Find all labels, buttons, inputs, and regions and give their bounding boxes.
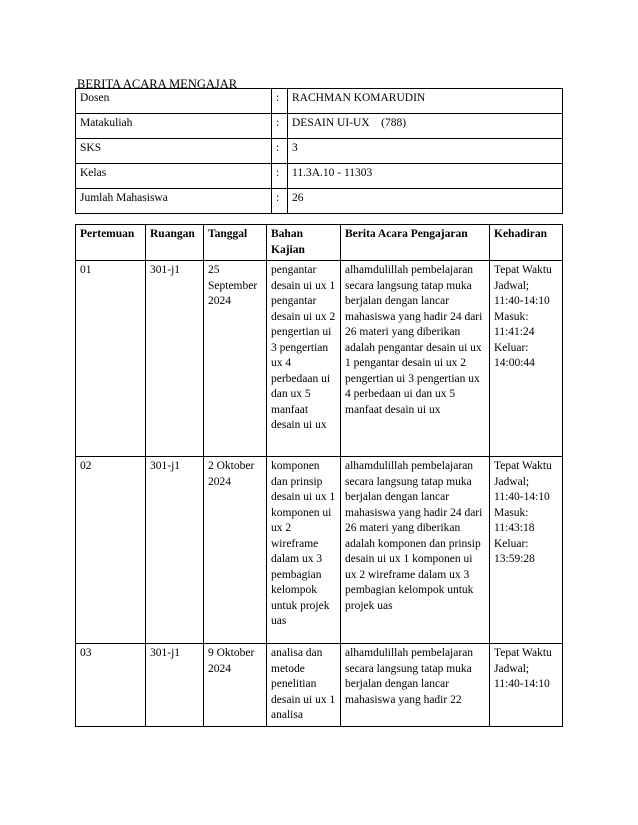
cell-berita-acara: alhamdulillah pembelajaran secara langsung tatap muka berjalan dengan lancar mahasiswa yang hadir 22 bbox=[341, 644, 490, 727]
cell-berita-acara: alhamdulillah pembelajaran secara langsung tatap muka berjalan dengan lancar mahasiswa yang hadir 24 dari 26 materi yang diberikan adalah pengantar desain ui ux 1 pengantar desain ui ux 2 pengertian ui 3 pengertian ux 4 perbedaan ui dan ux 5 manfaat desain ui ux bbox=[341, 261, 490, 457]
table-header-row bbox=[76, 225, 563, 261]
info-separator: : bbox=[272, 164, 288, 189]
header-ruangan: Ruangan bbox=[146, 225, 204, 261]
info-label: Dosen bbox=[76, 89, 272, 114]
info-value: RACHMAN KOMARUDIN bbox=[288, 89, 563, 114]
cell-ruangan: 301-j1 bbox=[146, 457, 204, 644]
info-value: 3 bbox=[288, 139, 563, 164]
info-row-dosen bbox=[76, 89, 563, 114]
header-bahan-kajian: Bahan Kajian bbox=[267, 225, 341, 261]
cell-berita-acara: alhamdulillah pembelajaran secara langsung tatap muka berjalan dengan lancar mahasiswa yang hadir 24 dari 26 materi yang diberikan adalah komponen dan prinsip desain ui ux 1 komponen ui ux 2 wireframe dalam ux 3 pembagian kelompok untuk projek uas bbox=[341, 457, 490, 644]
cell-kehadiran: Tepat Waktu Jadwal; 11:40-14:10 bbox=[490, 644, 563, 727]
cell-kehadiran: Tepat Waktu Jadwal; 11:40-14:10 Masuk: 11:41:24 Keluar: 14:00:44 bbox=[490, 261, 563, 457]
header-pertemuan: Pertemuan bbox=[76, 225, 146, 261]
cell-ruangan: 301-j1 bbox=[146, 644, 204, 727]
cell-tanggal: 25 September 2024 bbox=[204, 261, 267, 457]
cell-pertemuan: 02 bbox=[76, 457, 146, 644]
info-value: 11.3A.10 - 11303 bbox=[288, 164, 563, 189]
attendance-table bbox=[75, 224, 563, 727]
cell-tanggal: 2 Oktober 2024 bbox=[204, 457, 267, 644]
info-table bbox=[75, 88, 563, 214]
info-separator: : bbox=[272, 139, 288, 164]
info-row-matakuliah bbox=[76, 114, 563, 139]
cell-pertemuan: 01 bbox=[76, 261, 146, 457]
info-label: Matakuliah bbox=[76, 114, 272, 139]
header-berita-acara: Berita Acara Pengajaran bbox=[341, 225, 490, 261]
info-separator: : bbox=[272, 114, 288, 139]
header-tanggal: Tanggal bbox=[204, 225, 267, 261]
info-label: Jumlah Mahasiswa bbox=[76, 189, 272, 214]
info-row-jumlah bbox=[76, 189, 563, 214]
info-separator: : bbox=[272, 89, 288, 114]
info-label: Kelas bbox=[76, 164, 272, 189]
info-row-kelas bbox=[76, 164, 563, 189]
info-separator: : bbox=[272, 189, 288, 214]
cell-kehadiran: Tepat Waktu Jadwal; 11:40-14:10 Masuk: 11:43:18 Keluar: 13:59:28 bbox=[490, 457, 563, 644]
cell-bahan-kajian: analisa dan metode penelitian desain ui ux 1 analisa bbox=[267, 644, 341, 727]
cell-ruangan: 301-j1 bbox=[146, 261, 204, 457]
table-row bbox=[76, 457, 563, 644]
header-kehadiran: Kehadiran bbox=[490, 225, 563, 261]
info-row-sks bbox=[76, 139, 563, 164]
cell-tanggal: 9 Oktober 2024 bbox=[204, 644, 267, 727]
info-value: DESAIN UI-UX (788) bbox=[288, 114, 563, 139]
document-title: BERITA ACARA MENGAJAR bbox=[77, 77, 238, 91]
info-label: SKS bbox=[76, 139, 272, 164]
info-value: 26 bbox=[288, 189, 563, 214]
cell-bahan-kajian: pengantar desain ui ux 1 pengantar desain ui ux 2 pengertian ui 3 pengertian ux 4 perbedaan ui dan ux 5 manfaat desain ui ux bbox=[267, 261, 341, 457]
cell-pertemuan: 03 bbox=[76, 644, 146, 727]
table-row bbox=[76, 644, 563, 727]
cell-bahan-kajian: komponen dan prinsip desain ui ux 1 komponen ui ux 2 wireframe dalam ux 3 pembagian kelompok untuk projek uas bbox=[267, 457, 341, 644]
table-row bbox=[76, 261, 563, 457]
